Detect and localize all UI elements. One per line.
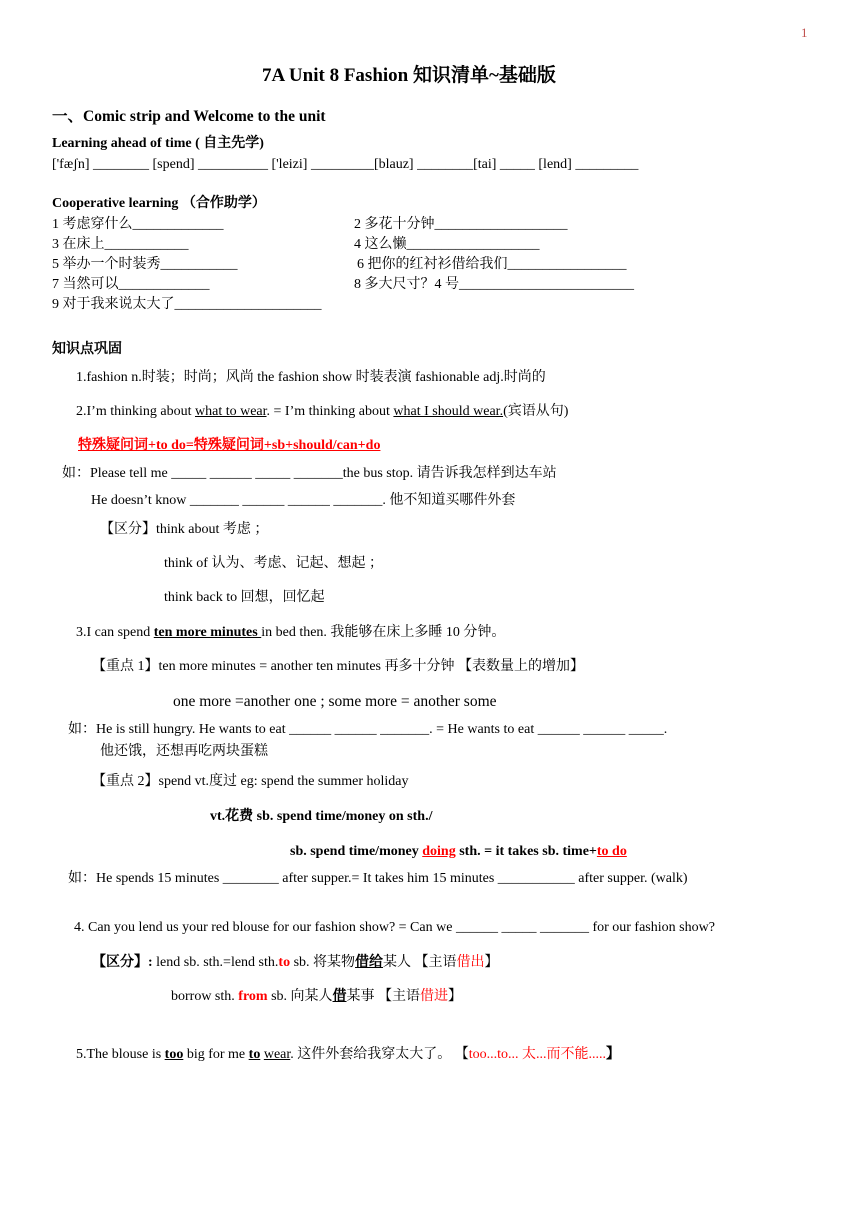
knowledge-point-4: 4. Can you lend us your red blouse for our fashion show? = Can we ______ _____ _______ for our fashion show? [74,920,715,935]
example-translation: 他还饿，还想再吃两块蛋糕 [100,744,268,759]
key-point: 【重点 1】ten more minutes = another ten minutes 再多十分钟 【表数量上的增加】 [92,659,585,674]
example-line: 如：He is still hungry. He wants to eat ______ ______ _______. = He wants to eat ______ ______ _____. [68,722,668,737]
highlight-text: to do [596,844,627,859]
coop-item: 5 举办一个时装秀___________ [52,257,238,272]
emphasis-text: 借 [332,989,347,1004]
coop-item: 3 在床上____________ [52,237,189,252]
coop-item: 2 多花十分钟___________________ [354,217,568,232]
phonetic-line: ['fæʃn] ________ [spend] __________ ['leizi] _________[blauz] ________[tai] _____ [lend] _________ [52,157,639,172]
text: in bed then. 我能够在床上多睡 10 分钟。 [261,625,506,640]
text: sth. = it takes sb. time+ [455,844,597,859]
text: borrow sth. [171,989,239,1004]
example-line: 如：He spends 15 minutes ________ after supper.= It takes him 15 minutes ___________ after supper. (walk) [68,871,688,886]
highlight-text: doing [422,844,456,859]
text: big for me [183,1047,249,1062]
knowledge-point-2 [76,403,568,421]
example-line: 如：Please tell me _____ ______ _____ _______the bus stop. 请告诉我怎样到达车站 [62,466,557,481]
text: 2.I’m thinking about [76,404,195,419]
text: 3.I can spend [76,625,154,640]
highlight-text: 借出 [456,955,485,970]
coop-item: 9 对于我来说太大了_____________________ [52,297,322,312]
text: 】 [484,955,499,970]
emphasis-text: too [164,1047,184,1062]
text: 】 [448,989,463,1004]
text: . 这件外套给我穿太大了。 【 [290,1047,469,1062]
label: 【区分】: [92,955,153,970]
underlined-text: what to wear [195,404,267,419]
underlined-text: ten more minutes [153,625,262,640]
key-point: vt.花费 sb. spend time/money on sth./ [210,809,433,824]
example-line: He doesn’t know _______ ______ ______ _______. 他不知道买哪件外套 [91,493,516,508]
underlined-text: what I should wear. [393,404,504,419]
highlight-text: 借进 [420,989,449,1004]
text: . = I’m thinking about [266,404,394,419]
coop-item: 7 当然可以_____________ [52,277,210,292]
emphasis-text: 借给 [355,955,384,970]
key-point: 【重点 2】spend vt.度过 eg: spend the summer holiday [92,774,409,789]
page-title: 7A Unit 8 Fashion 知识清单~基础版 [262,65,556,86]
coop-item: 6 把你的红衬衫借给我们_________________ [357,257,627,272]
distinguish-note [92,954,499,972]
text: sb. spend time/money [290,844,423,859]
text: 某事 【主语 [346,989,421,1004]
coop-item: 1 考虑穿什么_____________ [52,217,224,232]
cooperative-heading: Cooperative learning （合作助学） [52,196,266,211]
section-heading: 一、Comic strip and Welcome to the unit [52,108,326,125]
highlight-text: from [238,989,268,1004]
knowledge-point-3 [76,624,505,642]
page-number: 1 [801,25,808,40]
learning-ahead-heading: Learning ahead of time ( 自主先学) [52,136,264,151]
distinguish-note: think back to 回想，回忆起 [164,590,325,605]
distinguish-note [171,988,462,1006]
text: 】 [606,1047,621,1062]
text: (宾语从句) [503,404,569,419]
text: lend sb. sth.=lend sth. [152,955,279,970]
text: 某人 【主语 [383,955,457,970]
emphasis-text: to [248,1047,261,1062]
key-point [290,843,627,861]
text: sb. 向某人 [267,989,333,1004]
coop-item: 4 这么懒___________________ [354,237,540,252]
grammar-rule: 特殊疑问词+to do=特殊疑问词+sb+should/can+do [78,438,381,453]
knowledge-point-1: 1.fashion n.时装；时尚；风尚 the fashion show 时装表演 fashionable adj.时尚的 [76,370,546,385]
text: 5.The blouse is [76,1047,165,1062]
distinguish-note: 【区分】think about 考虑 ； [100,522,269,537]
knowledge-point-5 [76,1046,620,1064]
key-point: one more =another one ; some more = another some [173,693,497,710]
highlight-text: to [278,955,291,970]
coop-item: 8 多大尺寸？4 号_________________________ [354,277,634,292]
text: sb. 将某物 [290,955,356,970]
highlight-text: too...to... 太...而不能..... [468,1047,607,1062]
consolidation-heading: 知识点巩固 [52,342,122,357]
distinguish-note: think of 认为、考虑、记起、想起 ； [164,556,383,571]
underlined-text: wear [263,1047,291,1062]
